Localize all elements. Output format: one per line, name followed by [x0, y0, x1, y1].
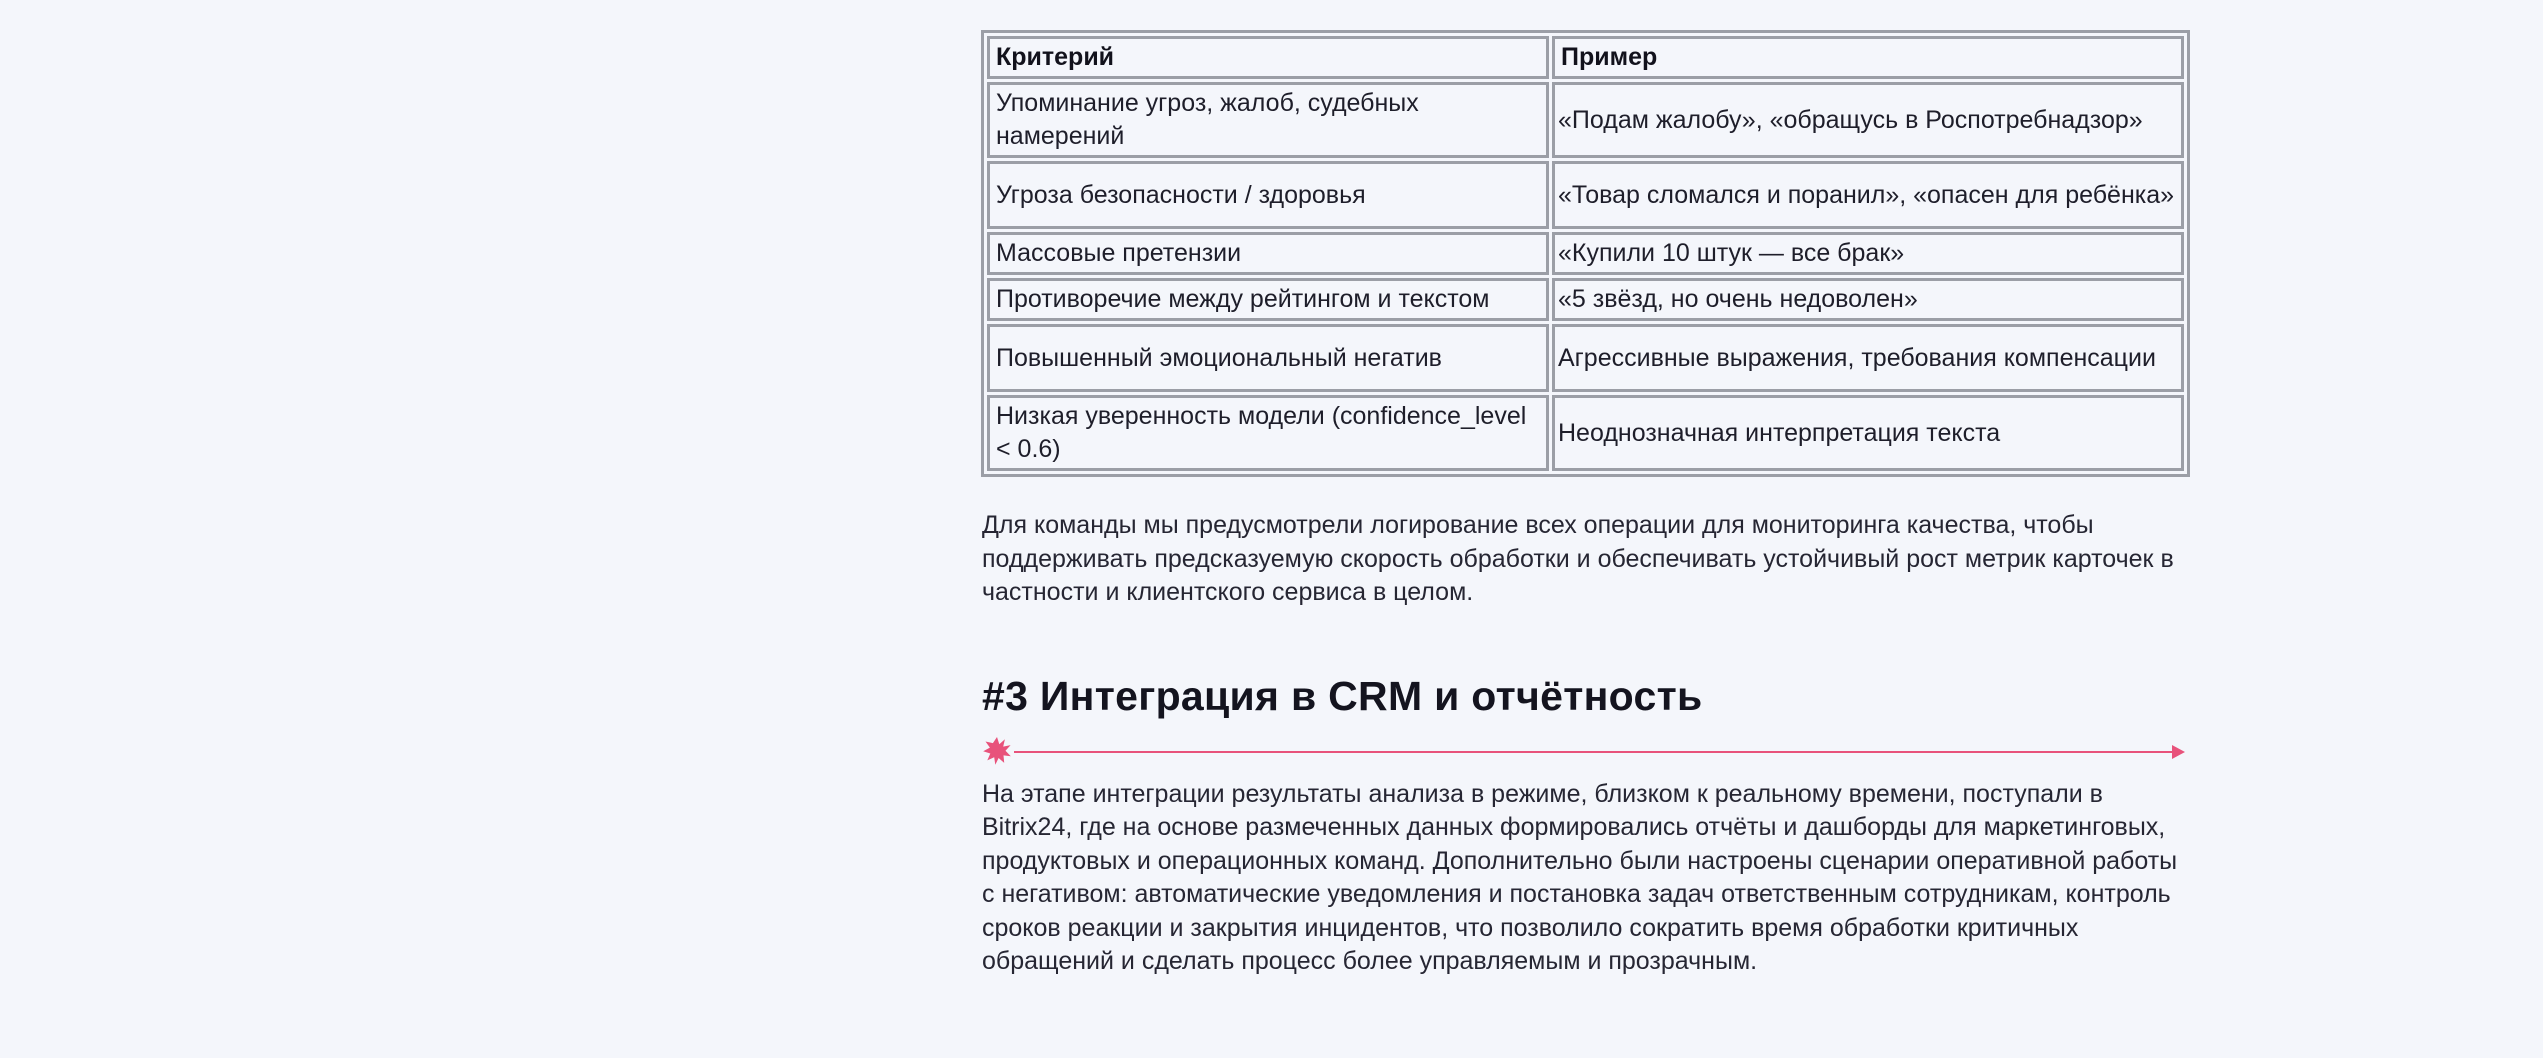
- arrow-head-icon: [2172, 745, 2185, 759]
- table-header-example: Пример: [1552, 36, 2184, 79]
- table-cell-example: «Купили 10 штук — все брак»: [1552, 232, 2184, 275]
- table-row: [987, 395, 2184, 471]
- section-title: #3 Интеграция в CRM и отчётность: [982, 672, 1703, 719]
- burst-icon: [982, 736, 1012, 766]
- table-cell-example: «5 звёзд, но очень недоволен»: [1552, 278, 2184, 321]
- table-cell-criterion: Угроза безопасности / здоровья: [987, 161, 1549, 229]
- logging-paragraph: Для команды мы предусмотрели логирование всех операции для мониторинга качества, чтобы поддерживать предсказуемую скорость обработки и обеспечивать устойчивый рост метрик карточек в частности и клиентского сервиса в целом.: [982, 511, 2174, 606]
- table-header-row: [987, 36, 2184, 79]
- table-cell-criterion: Низкая уверенность модели (confidence_level < 0.6): [987, 395, 1549, 471]
- table-cell-criterion: Упоминание угроз, жалоб, судебных намерений: [987, 82, 1549, 158]
- table-row: [987, 161, 2184, 229]
- table-cell-example: «Подам жалобу», «обращусь в Роспотребнадзор»: [1552, 82, 2184, 158]
- divider-line: [1014, 751, 2173, 753]
- table-header-criterion: Критерий: [987, 36, 1549, 79]
- table-cell-example: «Товар сломался и поранил», «опасен для ребёнка»: [1552, 161, 2184, 229]
- table-cell-criterion: Повышенный эмоциональный негатив: [987, 324, 1549, 392]
- section-body: На этапе интеграции результаты анализа в режиме, близком к реальному времени, поступали в Bitrix24, где на основе размеченных данных формировались отчёты и дашборды для маркетинговых, продуктовых и операционных команд. Дополнительно были настроены сценарии оперативной работы с негативом: автоматические уведомления и постановка задач ответственным сотрудникам, контроль сроков реакции и закрытия инцидентов, что позволило сократить время обработки критичных обращений и сделать процесс более управляемым и прозрачным.: [982, 779, 2178, 975]
- article-content: [982, 30, 2185, 979]
- table-cell-criterion: Противоречие между рейтингом и текстом: [987, 278, 1549, 321]
- table-cell-criterion: Массовые претензии: [987, 232, 1549, 275]
- table-cell-example: Агрессивные выражения, требования компенсации: [1552, 324, 2184, 392]
- criteria-table: [981, 30, 2190, 477]
- section-divider: [982, 736, 2185, 770]
- table-row: [987, 82, 2184, 158]
- table-row: [987, 278, 2184, 321]
- table-cell-example: Неоднозначная интерпретация текста: [1552, 395, 2184, 471]
- table-row: [987, 324, 2184, 392]
- table-row: [987, 232, 2184, 275]
